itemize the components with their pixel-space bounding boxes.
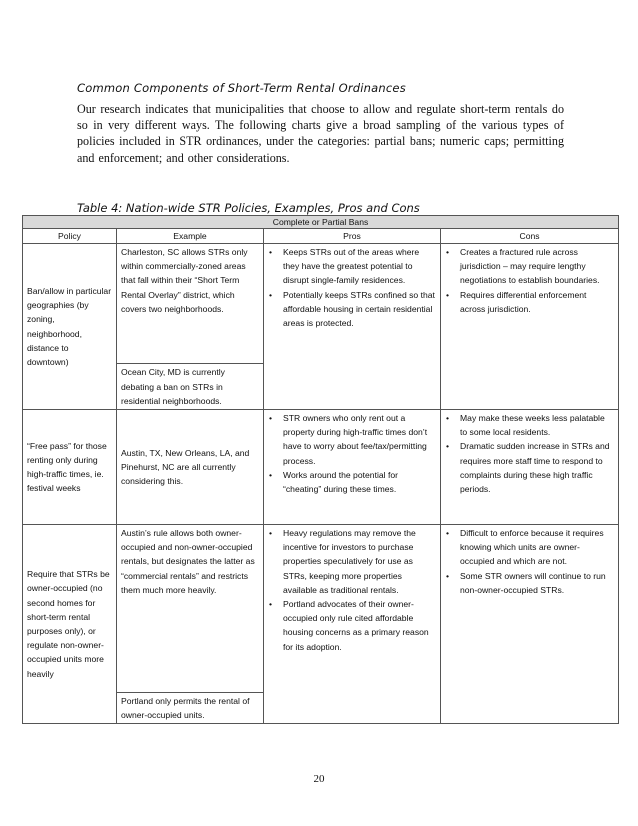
example-text: Charleston, SC allows STRs only within commercially-zoned areas that fall within their “Short Term Rental Overlay” district, which covers two neighborhoods.	[117, 244, 263, 364]
table-title: Table 4: Nation-wide STR Policies, Examples, Pros and Cons	[77, 201, 420, 215]
pro-item: • Heavy regulations may remove the incentive for investors to purchase properties speculatively for use as STRs, keeping more properties available as traditional rentals.	[268, 526, 436, 597]
column-header-cons: Cons	[441, 229, 619, 244]
cons-cell	[441, 410, 619, 525]
cons-cell	[441, 244, 619, 410]
intro-paragraph: Our research indicates that municipalities that choose to allow and regulate short-term rentals do so in very different ways. The following charts give a broad sampling of the various types of policies included in STR ordinances, under the categories: partial bans; numeric caps; permitting and enforcement; and other considerations.	[77, 102, 564, 165]
pros-cell	[264, 525, 441, 724]
example-text: Ocean City, MD is currently debating a ban on STRs in residential neighborhoods.	[121, 367, 225, 406]
con-item: • Difficult to enforce because it requires knowing which units are owner-occupied and which are not.	[445, 526, 614, 569]
pro-item: • STR owners who only rent out a property during high-traffic times don’t have to worry about fee/tax/permitting process.	[268, 411, 436, 468]
con-item: • Dramatic sudden increase in STRs and requires more staff time to respond to complaints during these high traffic periods.	[445, 439, 614, 496]
pro-item: • Portland advocates of their owner-occupied only rule cited affordable housing concerns as a primary reason for its adoption.	[268, 597, 436, 654]
table-row	[23, 525, 619, 724]
con-item: • May make these weeks less palatable to some local residents.	[445, 411, 614, 439]
example-text: Austin’s rule allows both owner-occupied and non-owner-occupied rentals, but designates the latter as “commercial rentals” and restricts them much more heavily.	[117, 525, 263, 693]
con-item: • Creates a fractured rule across jurisdiction – may require lengthy negotiations to establish boundaries.	[445, 245, 614, 288]
str-policy-table	[22, 215, 619, 724]
pro-item: • Keeps STRs out of the areas where they have the greatest potential to disrupt single-family residences.	[268, 245, 436, 288]
pro-item: • Works around the potential for “cheating” during these times.	[268, 468, 436, 496]
column-header-pros: Pros	[264, 229, 441, 244]
policy-cell: Require that STRs be owner-occupied (no second homes for short-term rental purposes only), or regulate non-owner-occupied units more heavily	[23, 525, 117, 724]
column-header-policy: Policy	[23, 229, 117, 244]
policy-cell: Ban/allow in particular geographies (by zoning, neighborhood, distance to downtown)	[23, 244, 117, 410]
table-row	[23, 410, 619, 525]
example-cell: Austin, TX, New Orleans, LA, and Pinehurst, NC are all currently considering this.	[117, 410, 264, 525]
example-cell	[117, 244, 264, 410]
example-text: Portland only permits the rental of owner-occupied units.	[121, 695, 250, 720]
pro-item: • Potentially keeps STRs confined so that affordable housing in certain residential areas is protected.	[268, 288, 436, 331]
table-row	[23, 244, 619, 410]
table-banner: Complete or Partial Bans	[23, 216, 619, 229]
pros-cell	[264, 244, 441, 410]
con-item: • Some STR owners will continue to run non-owner-occupied STRs.	[445, 569, 614, 597]
example-cell	[117, 525, 264, 724]
con-item: • Requires differential enforcement across jurisdiction.	[445, 288, 614, 316]
page-number: 20	[313, 773, 325, 785]
section-title: Common Components of Short-Term Rental Ordinances	[77, 81, 406, 95]
pros-cell	[264, 410, 441, 525]
column-header-example: Example	[117, 229, 264, 244]
cons-cell	[441, 525, 619, 724]
policy-cell: “Free pass” for those renting only during high-traffic times, ie. festival weeks	[23, 410, 117, 525]
